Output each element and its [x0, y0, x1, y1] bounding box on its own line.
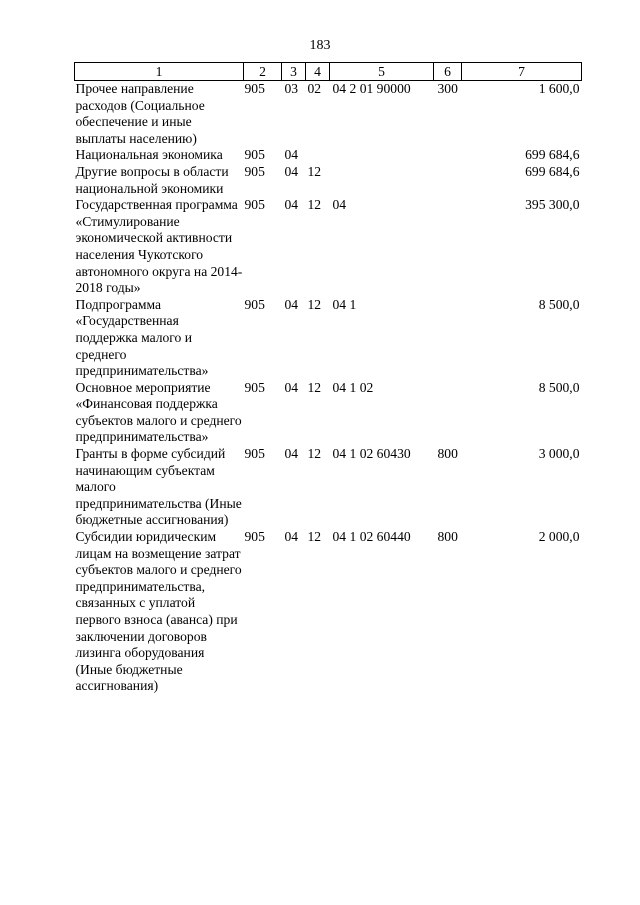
row-col-3: 04: [284, 296, 299, 312]
row-amount: 2 000,0: [538, 529, 580, 545]
row-col-4: 12: [307, 446, 322, 462]
row-col-4: 02: [307, 81, 322, 96]
header-col-1: 1: [75, 63, 244, 81]
row-name: Гранты в форме субсидий начинающим субъектам малого предпринимательства (Иные бюджетные ассигнования): [75, 446, 242, 528]
row-col-2: 905: [244, 379, 265, 395]
row-col-4: [306, 147, 330, 164]
row-name: Другие вопросы в области национальной экономики: [75, 163, 229, 196]
row-amount: 699 684,6: [525, 147, 580, 163]
row-col-3: 04: [284, 446, 299, 462]
budget-table: [74, 62, 582, 695]
row-col-6: [434, 164, 462, 197]
row-col-5: 04 1 02 60430: [332, 446, 411, 462]
row-col-5: 04 1 02: [332, 379, 374, 395]
row-name: Прочее направление расходов (Социальное обеспечение и иные выплаты населению): [75, 81, 205, 146]
row-col-2: 905: [244, 163, 265, 179]
row-col-3: 04: [284, 197, 299, 213]
row-col-4: 12: [307, 296, 322, 312]
table-row: [75, 446, 582, 529]
header-row: [75, 63, 582, 81]
table-row: [75, 297, 582, 380]
table-row: [75, 164, 582, 197]
row-col-6: 800: [437, 446, 458, 462]
row-amount: 395 300,0: [525, 197, 580, 213]
row-col-4: 12: [307, 529, 322, 545]
row-col-6: 800: [437, 529, 458, 545]
row-col-5: 04: [332, 197, 347, 213]
header-col-6: 6: [434, 63, 462, 81]
row-col-3: 04: [284, 379, 299, 395]
row-col-6: [434, 380, 462, 446]
header-col-3: 3: [282, 63, 306, 81]
row-name: Основное мероприятие «Финансовая поддержка субъектов малого и среднего предпринимательства»: [75, 379, 242, 445]
row-col-6: 300: [437, 81, 458, 96]
row-col-2: 905: [244, 296, 265, 312]
row-amount: 699 684,6: [525, 163, 580, 179]
header-col-7: 7: [462, 63, 582, 81]
row-amount: 1 600,0: [538, 81, 580, 96]
row-amount: 8 500,0: [538, 296, 580, 312]
row-name: Подпрограмма «Государственная поддержка малого и среднего предпринимательства»: [75, 296, 209, 379]
row-col-2: 905: [244, 147, 265, 163]
header-col-2: 2: [244, 63, 282, 81]
row-col-2: 905: [244, 197, 265, 213]
row-col-3: 03: [284, 81, 299, 96]
row-col-5: 04 1 02 60440: [332, 529, 411, 545]
row-col-3: 04: [284, 163, 299, 179]
row-col-2: 905: [244, 446, 265, 462]
table-row: [75, 380, 582, 446]
row-name: Субсидии юридическим лицам на возмещение затрат субъектов малого и среднего предпринимательства, связанных с уплатой первого взноса (аванса) при заключении договоров лизинга оборудования (Иные бюджетные ассигнования): [75, 529, 242, 694]
row-name: Государственная программа «Стимулирование экономической активности населения Чукотского автономного округа на 2014-2018 годы»: [75, 197, 243, 296]
row-col-4: 12: [307, 197, 322, 213]
row-col-5: [330, 147, 434, 164]
row-col-3: 04: [284, 529, 299, 545]
row-col-2: 905: [244, 81, 265, 96]
header-col-5: 5: [330, 63, 434, 81]
row-col-5: [330, 164, 434, 197]
table-row: [75, 197, 582, 297]
row-col-6: [434, 197, 462, 297]
row-col-3: 04: [284, 147, 299, 163]
page-number: 183: [309, 38, 331, 53]
table-row: [75, 529, 582, 695]
row-amount: 3 000,0: [538, 446, 580, 462]
table-row: [75, 81, 582, 148]
table-row: [75, 147, 582, 164]
row-col-6: [434, 147, 462, 164]
row-col-2: 905: [244, 529, 265, 545]
row-col-5: 04 1: [332, 296, 357, 312]
header-col-4: 4: [306, 63, 330, 81]
row-col-4: 12: [307, 379, 322, 395]
row-col-6: [434, 297, 462, 380]
row-col-5: 04 2 01 90000: [332, 81, 411, 96]
row-col-4: 12: [307, 163, 322, 179]
row-name: Национальная экономика: [75, 147, 223, 163]
row-amount: 8 500,0: [538, 379, 580, 395]
